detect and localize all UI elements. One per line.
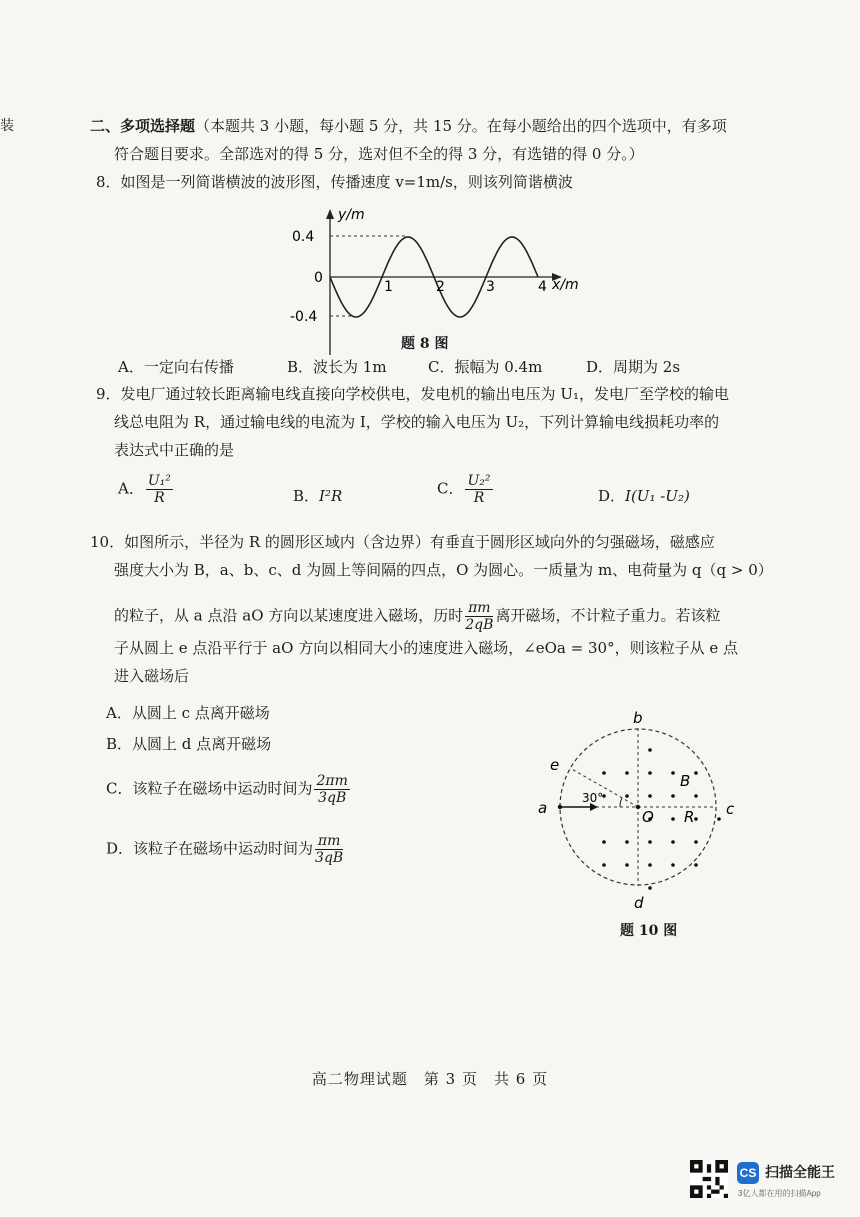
q9-option-a-denominator: R [154, 490, 165, 506]
q10-line5: 进入磁场后 [114, 667, 190, 685]
q9-option-c-numerator: U₂² [467, 473, 491, 489]
q9-option-d-expr: I(U₁ -U₂) [625, 487, 690, 505]
q9-option-a-fraction [146, 473, 173, 506]
q10-option-d-text: D．该粒子在磁场中运动时间为 [106, 839, 314, 858]
field-dot [602, 863, 606, 867]
q9-option-c-label: C． [437, 479, 464, 498]
q10-option-d-denominator: 3qB [315, 850, 344, 866]
q10-label-e: e [550, 756, 560, 774]
field-dot [625, 863, 629, 867]
camscanner-logo-icon: CS [737, 1162, 759, 1184]
field-dot [694, 817, 698, 821]
q10-point-a [558, 805, 562, 809]
q10-label-b: b [633, 709, 643, 727]
q10-label-r: R [684, 808, 695, 826]
q9-option-c-fraction [465, 473, 492, 506]
q10-option-b: B．从圆上 d 点离开磁场 [106, 735, 272, 753]
field-dot [694, 794, 698, 798]
q8-y-label: y/m [338, 207, 365, 223]
field-dot [648, 886, 652, 890]
q9-option-d [598, 485, 690, 506]
q9-option-a-label: A． [118, 479, 144, 498]
q10-option-c [106, 773, 352, 806]
q8-y-tick-zero: 0 [314, 270, 323, 286]
camscanner-name: 扫描全能王 [765, 1164, 835, 1180]
q8-x-tick-3: 3 [486, 279, 495, 295]
q8-y-tick-top: 0.4 [292, 229, 315, 245]
field-dot [625, 794, 629, 798]
q10-line3-post: 离开磁场，不计粒子重力。若该粒 [495, 606, 721, 625]
q9-option-a [118, 473, 175, 506]
qr-code-icon [690, 1160, 728, 1198]
field-dot [602, 771, 606, 775]
q9-option-c [437, 473, 495, 506]
q10-label-c: c [726, 800, 735, 818]
q10-line3 [114, 600, 720, 633]
q10-time-denominator: 2qB [465, 617, 494, 633]
q8-option-c: C．振幅为 0.4m [428, 358, 543, 376]
section-rule-line2: 符合题目要求。全部选对的得 5 分，选对但不全的得 3 分，有选错的得 0 分。） [114, 145, 644, 163]
q8-x-tick-4: 4 [538, 279, 547, 295]
q10-label-o: O [642, 808, 654, 826]
q8-y-tick-bottom: -0.4 [290, 309, 318, 325]
q10-line4: 子从圆上 e 点沿平行于 aO 方向以相同大小的速度进入磁场，∠eOa = 30°，则该粒子从 e 点 [114, 639, 738, 657]
field-dot [694, 771, 698, 775]
field-dot [625, 771, 629, 775]
camscanner-tagline: 3亿人都在用的扫描App [738, 1189, 821, 1198]
field-dot [671, 863, 675, 867]
field-dot [648, 840, 652, 844]
q10-time-numerator: πm [465, 600, 493, 617]
q9-option-b-label: B． [293, 487, 320, 505]
field-dot [671, 840, 675, 844]
q10-line3-pre: 的粒子，从 a 点沿 aO 方向以某速度进入磁场，历时 [114, 606, 464, 625]
field-dot [671, 794, 675, 798]
q10-time-fraction [465, 600, 493, 633]
q9-line1: 9．发电厂通过较长距离输电线直接向学校供电，发电机的输出电压为 U₁，发电厂至学校的输电 [96, 385, 729, 403]
q8-option-a: A．一定向右传播 [118, 358, 234, 376]
q9-option-b-expr: I²R [319, 487, 343, 505]
field-dot [648, 794, 652, 798]
q8-option-d: D．周期为 2s [586, 358, 681, 376]
q9-option-c-denominator: R [473, 490, 485, 506]
field-dot [625, 840, 629, 844]
q10-angle-arc [620, 798, 622, 807]
q8-x-label: x/m [552, 277, 579, 293]
q8-y-axis-arrow [326, 209, 334, 219]
field-dot [648, 863, 652, 867]
field-dot [671, 771, 675, 775]
section-rule-line1: （本题共 3 小题，每小题 5 分，共 15 分。在每小题给出的四个选项中，有多项 [195, 117, 727, 135]
q9-line3: 表达式中正确的是 [114, 441, 235, 459]
q9-option-b [293, 485, 342, 506]
q8-x-tick-2: 2 [436, 279, 445, 295]
q8-figure-caption: 题 8 图 [401, 336, 449, 352]
q10-option-c-numerator: 2πm [316, 773, 348, 789]
q10-label-d: d [634, 894, 644, 912]
q10-option-d-fraction [315, 833, 343, 866]
q10-label-a: a [538, 799, 548, 817]
q10-line1: 10．如图所示，半径为 R 的圆形区域内（含边界）有垂直于圆形区域向外的匀强磁场，磁感应 [90, 533, 715, 551]
field-dot [671, 817, 675, 821]
section-title: 二、多项选择题 [90, 117, 196, 135]
page-footer: 高二物理试题 第 3 页 共 6 页 [311, 1070, 549, 1088]
field-dot [648, 748, 652, 752]
q10-label-b-field: B [680, 772, 691, 790]
q8-stem: 8．如图是一列简谐横波的波形图，传播速度 v=1m/s，则该列简谐横波 [96, 173, 573, 191]
q10-option-d [106, 833, 345, 866]
section-heading-line [90, 116, 727, 136]
q9-option-d-label: D． [598, 487, 626, 505]
q9-option-a-numerator: U₁² [147, 473, 171, 489]
q10-circle-figure [530, 706, 750, 922]
q10-option-c-text: C．该粒子在磁场中运动时间为 [106, 779, 313, 798]
q10-option-a: A．从圆上 c 点离开磁场 [106, 704, 270, 722]
q10-field-dots [602, 748, 721, 890]
q9-line2: 线总电阻为 R，通过输电线的电流为 I，学校的输入电压为 U₂，下列计算输电线损耗功率的 [114, 413, 720, 431]
field-dot [694, 863, 698, 867]
q10-option-d-numerator: πm [315, 833, 343, 850]
q10-label-angle: 30° [582, 791, 604, 805]
q10-center-point [636, 805, 640, 809]
q8-x-tick-1: 1 [384, 279, 393, 295]
q8-option-b: B．波长为 1m [287, 358, 387, 376]
field-dot [717, 817, 721, 821]
q10-option-c-fraction [314, 773, 349, 806]
q10-line2: 强度大小为 B，a、b、c、d 为圆上等间隔的四点，O 为圆心。一质量为 m、电荷量为 q（q > 0） [114, 561, 773, 579]
q10-option-c-denominator: 3qB [318, 790, 347, 806]
binding-margin-mark: 装 [0, 118, 14, 134]
field-dot [602, 840, 606, 844]
field-dot [648, 771, 652, 775]
field-dot [694, 840, 698, 844]
q10-figure-caption: 题 10 图 [620, 923, 678, 939]
